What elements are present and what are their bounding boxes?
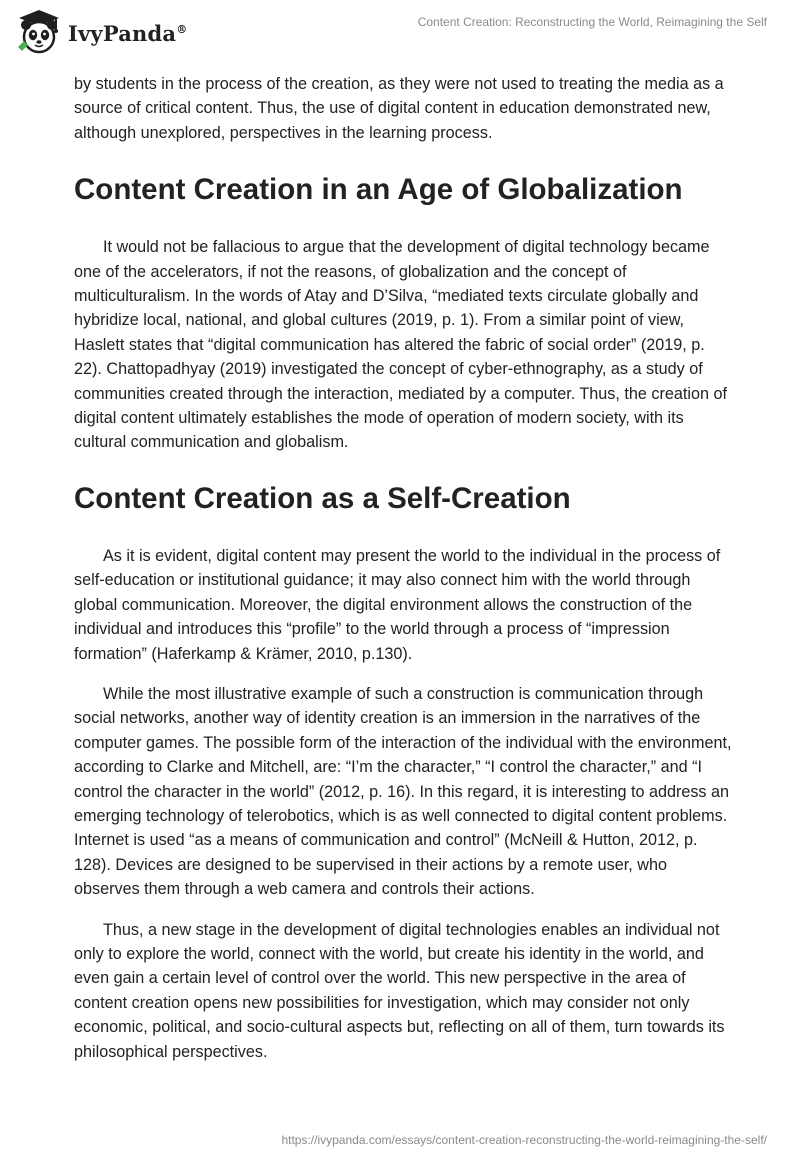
logo-text: IvyPanda® [68,20,188,46]
paragraph-self-creation-2: While the most illustrative example of such a construction is communication through social networks, another way of identity creation is an immersion in the narratives of the computer games. The possible form of the interaction of the individual with the environment, according to Clarke and Mitchell, are: “I’m the character,” “I control the character,” and “I control the character in the world” (2012, p. 16). In this regard, it is interesting to address an emerging technology of telerobotics, which is as well connected to digital content problems. Internet is used “as a means of communication and control” (McNeill & Hutton, 2012, p. 128). Devices are designed to be supervised in their actions by a remote user, who observes them through a web camera and controls their actions. [74,684,732,899]
page-header [0,0,800,70]
document-title: Content Creation: Reconstructing the World, Reimagining the Self [417,15,767,29]
paragraph-self-creation-1: As it is evident, digital content may present the world to the individual in the process of self-education or institutional guidance; it may also connect him with the world through global communication. Moreover, the digital environment allows the construction of the individual and introduces this “profile” to the world through a process of “impression formation” (Haferkamp & Krämer, 2010, p.130). [74,546,721,663]
source-url[interactable]: https://ivypanda.com/essays/content-creation-reconstructing-the-world-reimagining-the-self/ [281,1133,767,1147]
intro-paragraph: by students in the process of the creation, as they were not used to treating the media as a source of critical content. Thus, the use of digital content in education demonstrated new, although unexplored, perspectives in the learning process. [74,75,724,142]
paragraph-self-creation-3: Thus, a new stage in the development of digital technologies enables an individual not only to explore the world, connect with the world, but create his identity in the world, and even gain a certain level of control over the world. This new perspective in the area of content creation opens new possibilities for investigation, which may consider not only economic, political, and socio-cultural aspects but, reflecting on all of them, turn towards its philosophical perspectives. [74,920,725,1061]
panda-graduate-icon [14,8,64,58]
ivypanda-logo[interactable] [14,8,187,58]
section-heading-globalization: Content Creation in an Age of Globalization [74,173,683,207]
paragraph-globalization: It would not be fallacious to argue that the development of digital technology became one of the accelerators, if not the reasons, of globalization and the concept of multiculturalism. In the words of Atay and D’Silva, “mediated texts circulate globally and hybridize local, national, and global cultures (2019, p. 1). From a similar point of view, Haslett states that “digital communication has altered the fabric of social order” (2019, p. 22). Chattopadhyay (2019) investigated the concept of cyber-ethnography, as a study of communities created through the interaction, mediated by a computer. Thus, the creation of digital content ultimately establishes the mode of operation of modern society, with its cultural communication and globalism. [74,238,727,452]
section-heading-self-creation: Content Creation as a Self-Creation [74,481,571,515]
essay-body [74,72,734,1064]
